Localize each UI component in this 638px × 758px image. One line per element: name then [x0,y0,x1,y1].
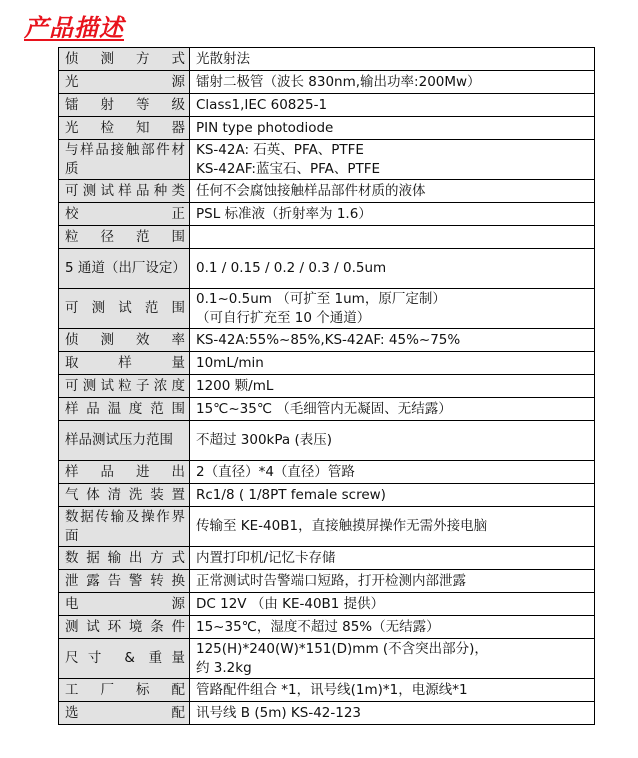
spec-label: 样 品 进 出 [59,461,190,484]
table-row [59,48,595,71]
spec-label: 粒 径 范 围 [59,226,190,249]
spec-value: 讯号线 B (5m) KS-42-123 [190,702,595,725]
spec-value: Class1,IEC 60825-1 [190,94,595,117]
spec-value: 镭射二极管（波长 830nm,输出功率:200Mw） [190,71,595,94]
section-title: 产品描述 [24,14,124,42]
spec-value: 光散射法 [190,48,595,71]
spec-label: 数据传输及操作界面 [59,507,190,547]
spec-label: 可 测 试 范 围 [59,289,190,329]
spec-label: 样品温度范围 [59,398,190,421]
table-row [59,484,595,507]
spec-label: 光 源 [59,71,190,94]
spec-value: Rc1/8 ( 1/8PT female screw) [190,484,595,507]
spec-label: 校 正 [59,203,190,226]
spec-value: 任何不会腐蚀接触样品部件材质的液体 [190,180,595,203]
table-row [59,289,595,329]
table-row [59,398,595,421]
spec-label: 样品测试压力范围 [59,421,190,461]
spec-label: 可测试粒子浓度 [59,375,190,398]
spec-value: 2（直径）*4（直径）管路 [190,461,595,484]
spec-label: 泄露告警转换 [59,570,190,593]
table-row [59,203,595,226]
table-row [59,570,595,593]
spec-value: DC 12V （由 KE-40B1 提供） [190,593,595,616]
table-row [59,702,595,725]
spec-value: 15℃~35℃ （毛细管内无凝固、无结露） [190,398,595,421]
table-row [59,94,595,117]
spec-label: 侦 测 方 式 [59,48,190,71]
table-row [59,71,595,94]
spec-value: PIN type photodiode [190,117,595,140]
spec-value: 125(H)*240(W)*151(D)mm (不含突出部分)， 约 3.2kg [190,639,595,679]
spec-value: 不超过 300kPa (表压) [190,421,595,461]
spec-label: 5 通道（出厂设定） [59,249,190,289]
spec-label: 侦 测 效 率 [59,329,190,352]
spec-value: 传输至 KE-40B1，直接触摸屏操作无需外接电脑 [190,507,595,547]
spec-label: 工 厂 标 配 [59,679,190,702]
table-row [59,461,595,484]
spec-label: 测试环境条件 [59,616,190,639]
spec-label: 可测试样品种类 [59,180,190,203]
spec-label: 选 配 [59,702,190,725]
table-row [59,421,595,461]
table-row [59,616,595,639]
spec-value: 内置打印机/记忆卡存储 [190,547,595,570]
spec-label: 气体清洗装置 [59,484,190,507]
table-row [59,352,595,375]
spec-label: 与样品接触部件材质 [59,140,190,180]
spec-label: 光 检 知 器 [59,117,190,140]
table-row [59,507,595,547]
spec-value: 10mL/min [190,352,595,375]
table-row [59,547,595,570]
spec-value: 0.1 / 0.15 / 0.2 / 0.3 / 0.5um [190,249,595,289]
table-row [59,639,595,679]
spec-label: 尺寸 & 重量 [59,639,190,679]
spec-value: 正常测试时告警端口短路，打开检测内部泄露 [190,570,595,593]
spec-value: KS-42A: 石英、PFA、PTFE KS-42AF:蓝宝石、PFA、PTFE [190,140,595,180]
table-row [59,140,595,180]
table-row [59,679,595,702]
table-row [59,593,595,616]
spec-value [190,226,595,249]
table-row [59,117,595,140]
spec-label: 取 样 量 [59,352,190,375]
spec-value: 1200 颗/mL [190,375,595,398]
spec-label: 电 源 [59,593,190,616]
spec-label: 数据输出方式 [59,547,190,570]
table-row [59,329,595,352]
table-row [59,226,595,249]
spec-value: KS-42A:55%~85%,KS-42AF: 45%~75% [190,329,595,352]
spec-label: 镭 射 等 级 [59,94,190,117]
table-row [59,249,595,289]
spec-value: 15~35℃，湿度不超过 85%（无结露） [190,616,595,639]
spec-value: 管路配件组合 *1，讯号线(1m)*1，电源线*1 [190,679,595,702]
spec-table [58,47,595,725]
table-row [59,180,595,203]
spec-value: 0.1~0.5um （可扩至 1um，原厂定制） （可自行扩充至 10 个通道） [190,289,595,329]
spec-value: PSL 标准液（折射率为 1.6） [190,203,595,226]
table-row [59,375,595,398]
